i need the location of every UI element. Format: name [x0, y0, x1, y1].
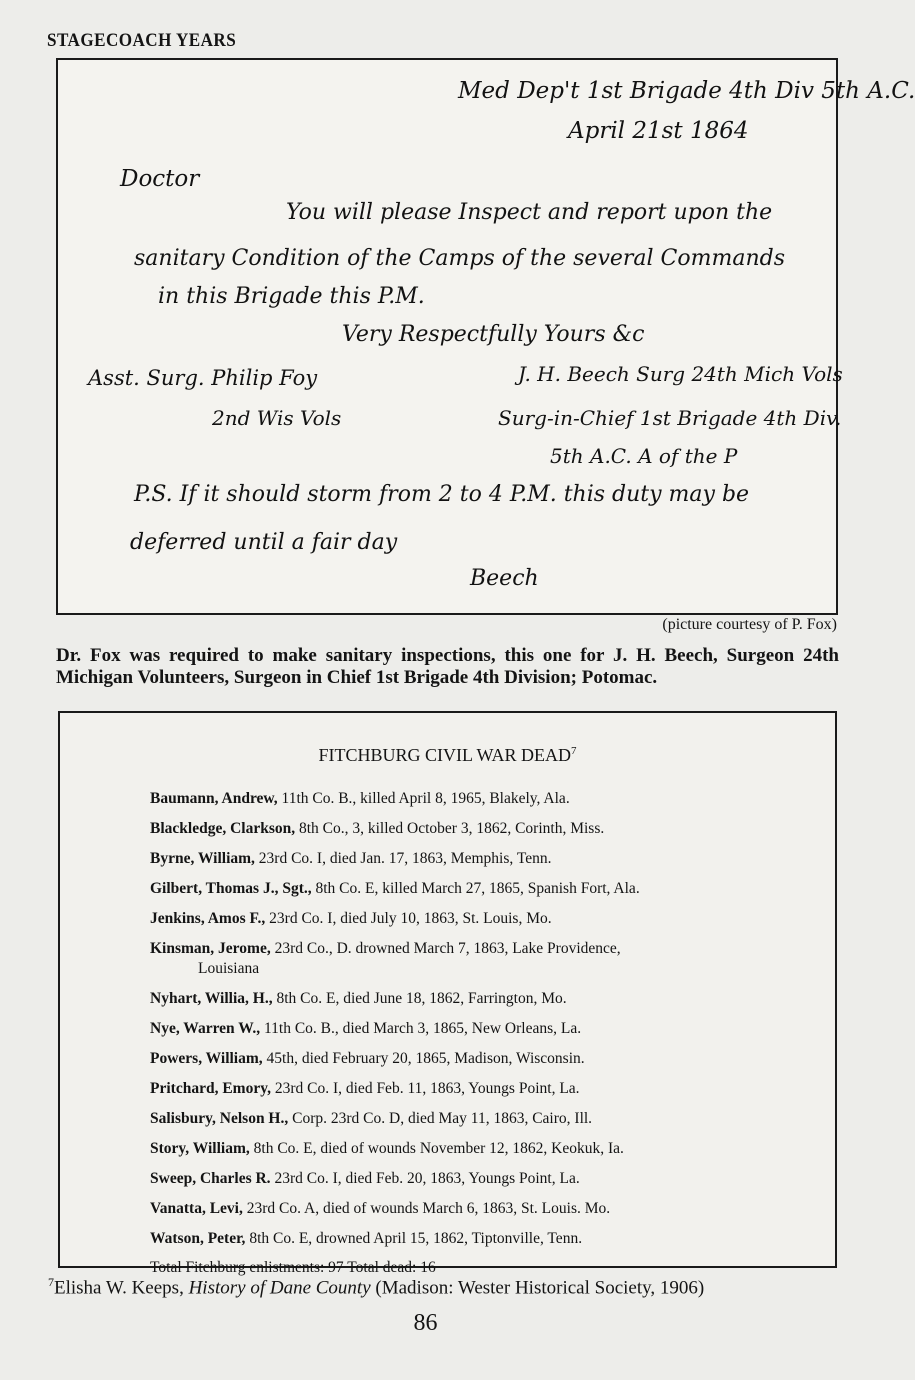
service-detail: 8th Co., 3, killed October 3, 1862, Corinth, Miss.	[298, 820, 605, 837]
list-item	[150, 879, 797, 899]
soldier-name: Pritchard, Emory,	[150, 1080, 271, 1097]
list-item	[150, 1139, 797, 1159]
list-item	[150, 1169, 797, 1189]
letter-ps-signature: Beech	[470, 566, 539, 591]
soldier-name: Vanatta, Levi,	[150, 1200, 243, 1217]
service-detail: 23rd Co. I, died Feb. 11, 1863, Youngs Point, La.	[274, 1080, 580, 1097]
service-detail: 11th Co. B., died March 3, 1865, New Orleans, La.	[263, 1020, 582, 1037]
footnote-author: Elisha W. Keeps,	[54, 1277, 184, 1299]
letter-signature-line1: J. H. Beech Surg 24th Mich Vols	[518, 362, 843, 386]
letter-heading-line2: April 21st 1864	[568, 118, 749, 144]
service-detail: 23rd Co. I, died July 10, 1863, St. Louis, Mo.	[269, 910, 552, 927]
letter-signature-line3: 5th A.C. A of the P	[550, 444, 738, 468]
list-item	[150, 849, 797, 869]
service-detail: 45th, died February 20, 1865, Madison, Wisconsin.	[266, 1050, 585, 1067]
figure-caption: Dr. Fox was required to make sanitary inspections, this one for J. H. Beech, Surgeon 24th Michigan Volunteers, Surgeon in Chief 1st Brigade 4th Division; Potomac.	[56, 645, 839, 688]
soldier-name: Byrne, William,	[150, 850, 255, 867]
list-item	[150, 1079, 797, 1099]
soldier-name: Salisbury, Nelson H.,	[150, 1110, 289, 1127]
soldier-name: Powers, William,	[150, 1050, 263, 1067]
footnote-mark: 7	[48, 1275, 54, 1289]
letter-closing: Very Respectfully Yours &c	[342, 322, 645, 347]
letter-body-line1: You will please Inspect and report upon the	[286, 200, 773, 225]
picture-credit: (picture courtesy of P. Fox)	[662, 616, 837, 633]
soldier-name: Baumann, Andrew,	[150, 790, 278, 807]
list-item	[150, 789, 797, 809]
soldier-name: Sweep, Charles R.	[150, 1170, 271, 1187]
service-detail: Corp. 23rd Co. D, died May 11, 1863, Cairo, Ill.	[292, 1110, 593, 1127]
soldier-name: Blackledge, Clarkson,	[150, 820, 296, 837]
letter-ps-line1: P.S. If it should storm from 2 to 4 P.M. this duty may be	[134, 482, 750, 507]
soldier-name: Nye, Warren W.,	[150, 1020, 261, 1037]
service-detail: 23rd Co., D. drowned March 7, 1863, Lake Providence,	[274, 940, 621, 957]
footnote	[48, 1275, 704, 1299]
running-header: STAGECOACH YEARS	[47, 30, 237, 51]
service-detail: 8th Co. E, drowned April 15, 1862, Tiptonville, Tenn.	[249, 1230, 583, 1247]
list-item	[150, 1229, 797, 1249]
service-detail: 23rd Co. I, died Feb. 20, 1863, Youngs Point, La.	[274, 1170, 580, 1187]
letter-salutation: Doctor	[120, 166, 200, 192]
soldier-name: Gilbert, Thomas J., Sgt.,	[150, 880, 312, 897]
list-title	[60, 745, 835, 766]
letter-body-line2: sanitary Condition of the Camps of the several Commands	[134, 246, 786, 271]
letter-addressee-line1: Asst. Surg. Philip Foy	[88, 366, 318, 390]
soldier-name: Story, William,	[150, 1140, 250, 1157]
service-detail: 8th Co. E, died of wounds November 12, 1862, Keokuk, Ia.	[253, 1140, 624, 1157]
list-item	[150, 989, 797, 1009]
list-title-text: FITCHBURG CIVIL WAR DEAD	[318, 745, 571, 765]
service-detail: 23rd Co. A, died of wounds March 6, 1863, St. Louis. Mo.	[246, 1200, 611, 1217]
letter-signature-line2: Surg-in-Chief 1st Brigade 4th Div.	[498, 406, 842, 430]
letter-addressee-line2: 2nd Wis Vols	[212, 406, 342, 430]
service-detail: 8th Co. E, killed March 27, 1865, Spanish Fort, Ala.	[315, 880, 640, 897]
casualty-list	[150, 789, 797, 1277]
letter-ps-line2: deferred until a fair day	[130, 530, 398, 555]
handwritten-letter-image	[56, 58, 915, 615]
list-item	[150, 1109, 797, 1129]
list-item	[150, 1199, 797, 1219]
service-detail: 23rd Co. I, died Jan. 17, 1863, Memphis, Tenn.	[258, 850, 552, 867]
service-detail-continuation: Louisiana	[198, 960, 260, 977]
soldier-name: Kinsman, Jerome,	[150, 940, 271, 957]
soldier-name: Jenkins, Amos F.,	[150, 910, 266, 927]
list-item	[150, 1019, 797, 1039]
letter-heading-line1: Med Dep't 1st Brigade 4th Div 5th A.C.	[458, 78, 915, 104]
list-title-footnote-mark: 7	[571, 745, 577, 757]
list-item	[150, 1049, 797, 1069]
footnote-publication: (Madison: Wester Historical Society, 1906)	[375, 1277, 705, 1299]
letter-body-line3: in this Brigade this P.M.	[158, 284, 425, 309]
soldier-name: Watson, Peter,	[150, 1230, 246, 1247]
service-detail: 11th Co. B., killed April 8, 1965, Blakely, Ala.	[281, 790, 570, 807]
list-item	[150, 819, 797, 839]
enlistment-total: Total Fitchburg enlistments: 97 Total dead: 16	[150, 1259, 436, 1276]
service-detail: 8th Co. E, died June 18, 1862, Farrington, Mo.	[276, 990, 567, 1007]
soldier-name: Nyhart, Willia, H.,	[150, 990, 273, 1007]
list-item	[150, 909, 797, 929]
footnote-work-title: History of Dane County	[188, 1277, 371, 1299]
civil-war-dead-box	[58, 711, 837, 1276]
page-number: 86	[413, 1310, 438, 1336]
list-item	[150, 939, 797, 979]
